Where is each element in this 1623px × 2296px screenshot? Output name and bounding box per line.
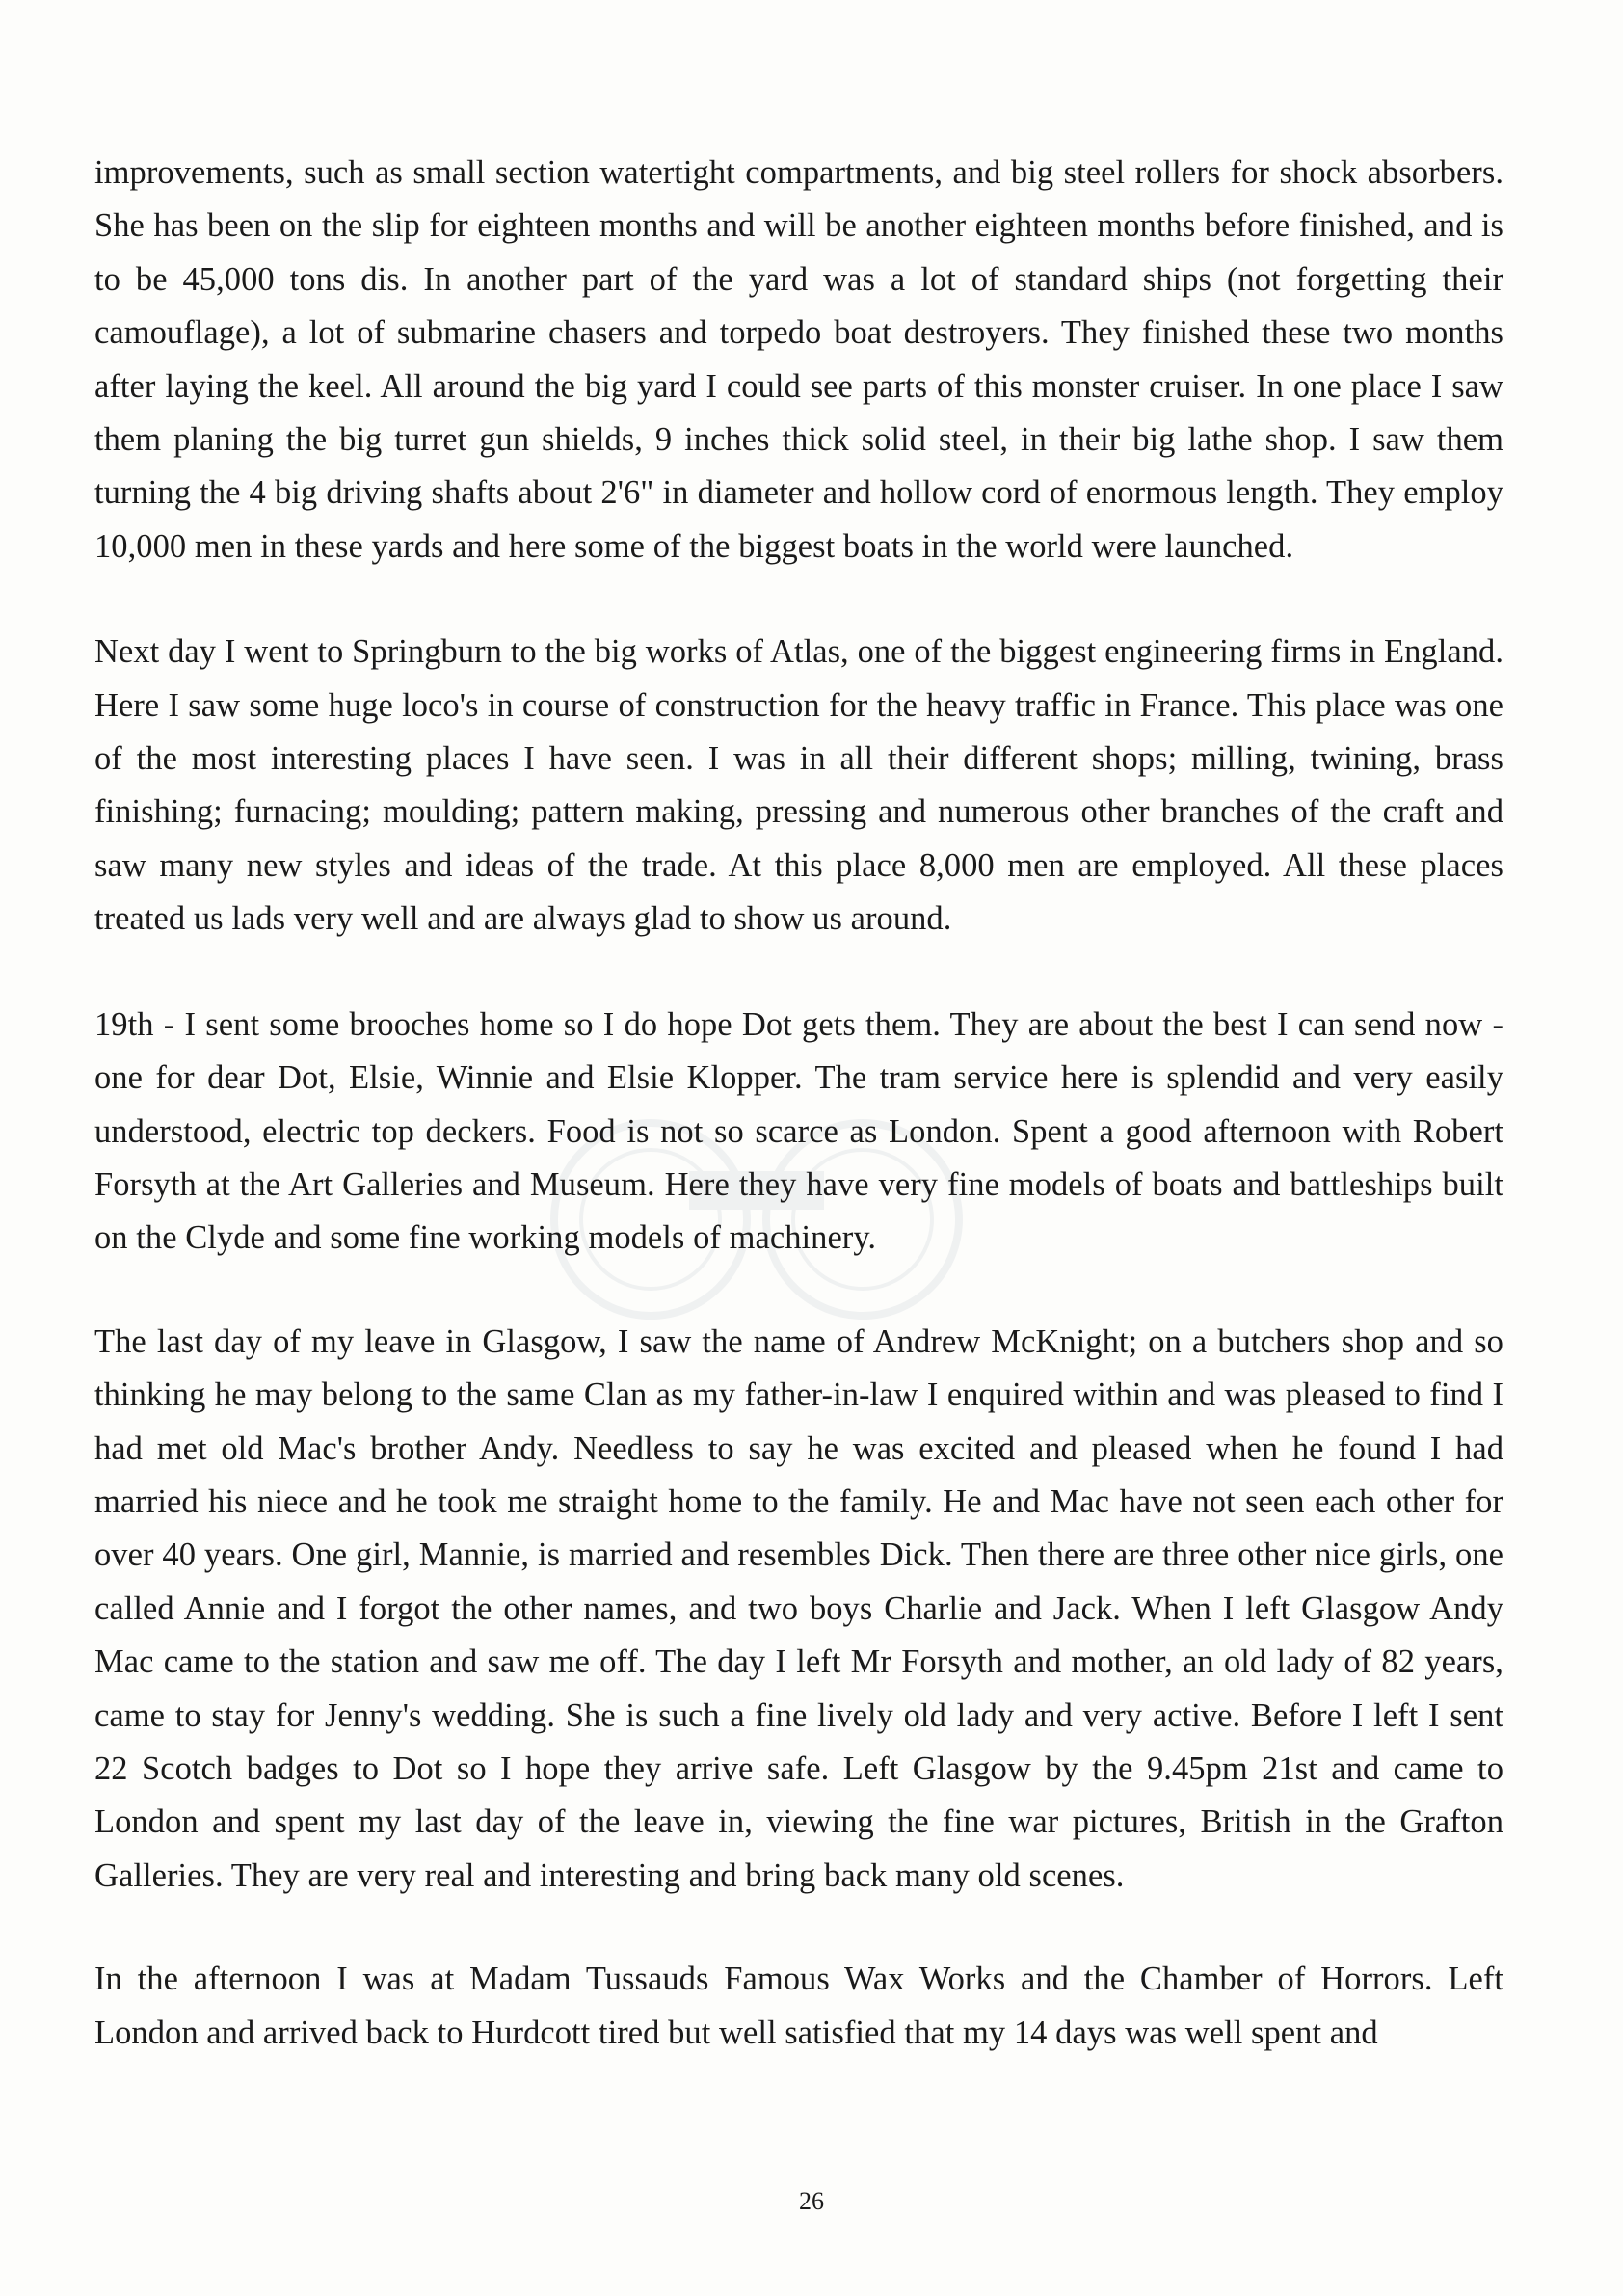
paragraph-shipyard: improvements, such as small section watertight compartments, and big steel rollers for shock absorbers. She has been on the slip for eighteen months and will be another eighteen months before finished, and is to be 45,000 tons dis. In another part of the yard was a lot of standard ships (not forgetting their camouflage), a lot of submarine chasers and torpedo boat destroyers. They finished these two months after laying the keel. All around the big yard I could see parts of this monster cruiser. In one place I saw them planing the big turret gun shields, 9 inches thick solid steel, in their big lathe shop. I saw them turning the 4 big driving shafts about 2'6" in diameter and hollow cord of enormous length. They employ 10,000 men in these yards and here some of the biggest boats in the world were launched. [94,154,1503,565]
document-body [94,147,1503,2060]
paragraph-last-day-glasgow: The last day of my leave in Glasgow, I saw the name of Andrew McKnight; on a butchers shop and so thinking he may belong to the same Clan as my father-in-law I enquired within and was pleased to find I had met old Mac's brother Andy. Needless to say he was excited and pleased when he found I had married his niece and he took me straight home to the family. He and Mac have not seen each other for over 40 years. One girl, Mannie, is married and resembles Dick. Then there are three other nice girls, one called Annie and I forgot the other names, and two boys Charlie and Jack. When I left Glasgow Andy Mac came to the station and saw me off. The day I left Mr Forsyth and mother, an old lady of 82 years, came to stay for Jenny's wedding. She is such a fine lively old lady and very active. Before I left I sent 22 Scotch badges to Dot so I hope they arrive safe. Left Glasgow by the 9.45pm 21st and came to London and spent my last day of the leave in, viewing the fine war pictures, British in the Grafton Galleries. They are very real and interesting and bring back many old scenes. [94,1322,1503,1894]
paragraph-19th: 19th - I sent some brooches home so I do hope Dot gets them. They are about the best I can send now - one for dear Dot, Elsie, Winnie and Elsie Klopper. The tram service here is splendid and very easily understood, electric top deckers. Food is not so scarce as London. Spent a good afternoon with Robert Forsyth at the Art Galleries and Museum. Here they have very fine models of boats and battleships built on the Clyde and some fine working models of machinery. [94,1005,1503,1257]
paragraph-springburn: Next day I went to Springburn to the big works of Atlas, one of the biggest engineering firms in England. Here I saw some huge loco's in course of construction for the heavy traffic in France. This place was one of the most interesting places I have seen. I was in all their different shops; milling, twining, brass finishing; furnacing; moulding; pattern making, pressing and numerous other branches of the craft and saw many new styles and ideas of the trade. At this place 8,000 men are employed. All these places treated us lads very well and are always glad to show us around. [94,633,1503,938]
paragraph-afternoon-london: In the afternoon I was at Madam Tussauds Famous Wax Works and the Chamber of Horrors. Left London and arrived back to Hurdcott tired but well satisfied that my 14 days was well spent and [94,1961,1503,2051]
page-number: 26 [799,2187,824,2215]
